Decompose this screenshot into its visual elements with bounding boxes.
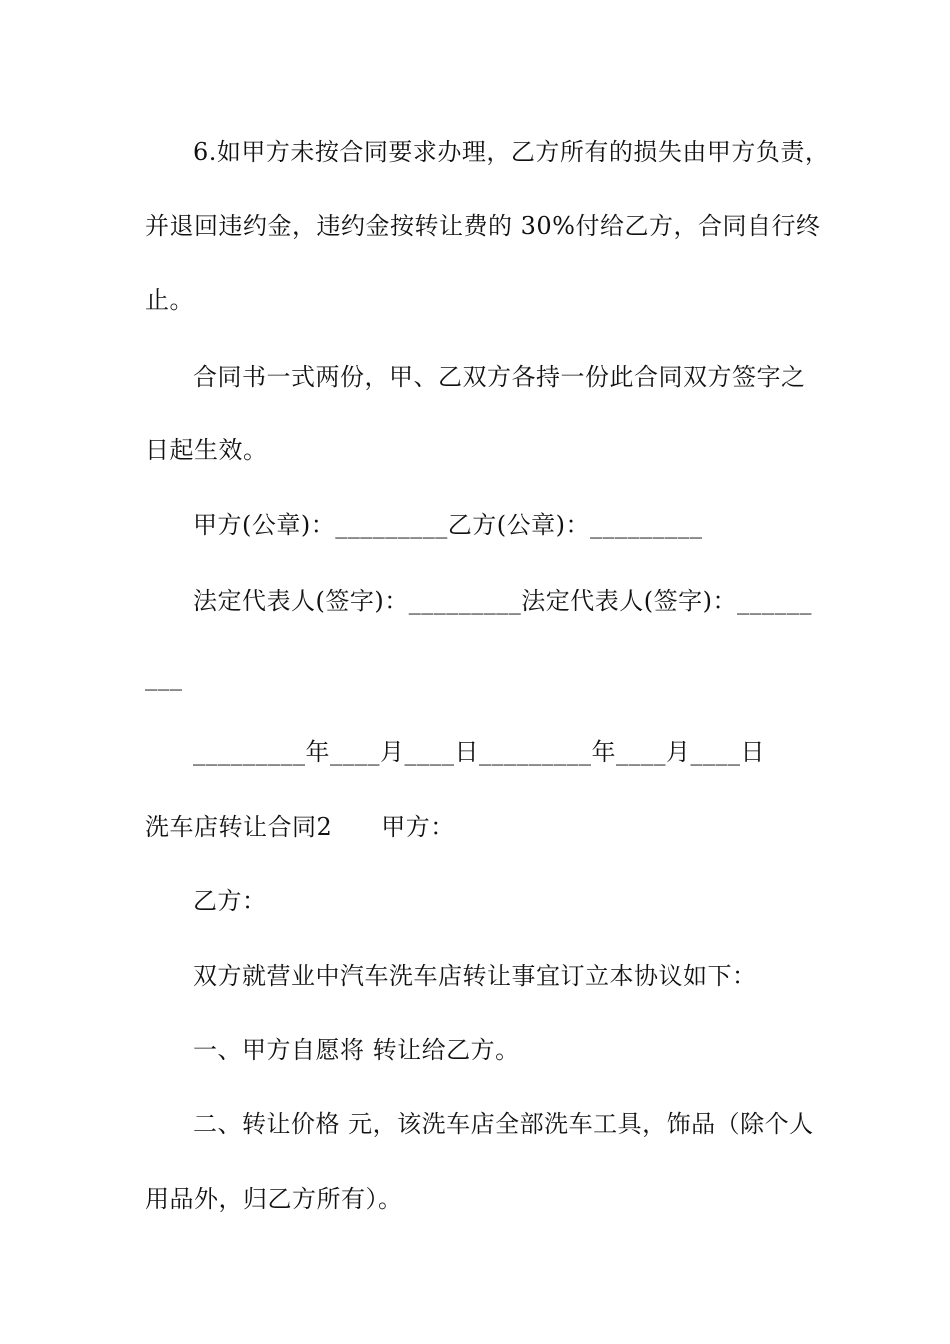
- agreement-intro: 双方就营业中汽车洗车店转让事宜订立本协议如下：: [193, 962, 757, 990]
- clause-2: 二、转让价格 元，该洗车店全部洗车工具，饰品（除个人: [193, 1110, 814, 1138]
- paragraph-clause-6-end: 止。: [145, 286, 194, 314]
- signature-date-line: _________年____月____日_________年____月____日: [193, 738, 765, 766]
- clause-1: 一、甲方自愿将 转让给乙方。: [193, 1036, 520, 1064]
- signature-seal-line: 甲方(公章)：_________乙方(公章)：_________: [193, 511, 703, 539]
- party-b-line: 乙方：: [193, 887, 267, 915]
- contract-2-heading: 洗车店转让合同2 甲方：: [145, 813, 455, 841]
- paragraph-clause-6-cont: 并退回违约金，违约金按转让费的 30%付给乙方，合同自行终: [145, 212, 821, 240]
- signature-representative-cont: ___: [145, 663, 183, 691]
- signature-representative-line: 法定代表人(签字)：_________法定代表人(签字)：______: [193, 587, 812, 615]
- paragraph-copies: 合同书一式两份，甲、乙双方各持一份此合同双方签字之: [193, 363, 806, 391]
- paragraph-copies-cont: 日起生效。: [145, 436, 268, 464]
- clause-2-cont: 用品外，归乙方所有）。: [145, 1185, 403, 1213]
- paragraph-clause-6: 6.如甲方未按合同要求办理，乙方所有的损失由甲方负责，: [193, 138, 830, 166]
